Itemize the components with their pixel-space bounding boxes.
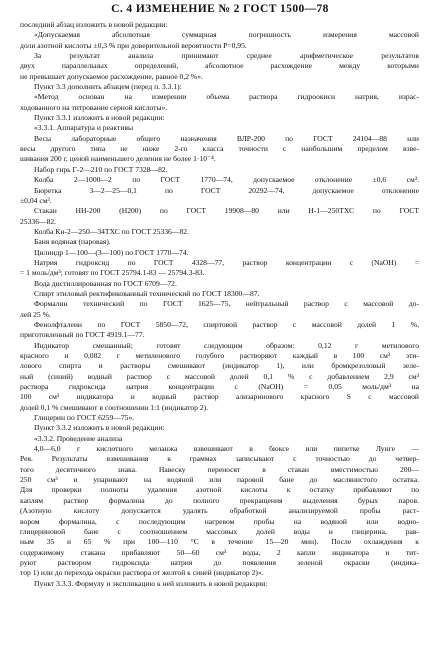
text-line: Цилиндр 1—100—(3—100) по ГОСТ 1770—74.: [34, 247, 189, 257]
text-line: «3.3.2. Проведение анализа: [34, 433, 123, 443]
text-line: (Азотную кислоту допускается удалять обработкой анализируемой пробы раст-: [20, 506, 419, 516]
text-line: ±0,04 см³.: [20, 195, 52, 205]
text-line: содержимому стакана прибавляют 50—60 см³ воды, 2 капли индикатора и тит-: [20, 547, 419, 557]
text-line: Пункт 3.3.3. Формулу и экспликацию к ней изложить в новой редакции:: [34, 578, 268, 588]
text-line: Весы лабораторные общего назначения ВЛР-200 по ГОСТ 24104—88 или: [34, 133, 419, 143]
text-line: 4,0—6,0 г кислотного меланжа взвешивают в бюксе или пипетке Лунге —: [34, 444, 419, 454]
text-line: не превышает допускаемое расхождение, равное 0,2 %».: [20, 71, 203, 81]
text-line: Спирт этиловый ректификованный технический по ГОСТ 18300—87.: [34, 288, 260, 298]
text-line: Колба 2—1000—2 по ГОСТ 1770—74, допускаемое отклонение ±0,6 см³.: [34, 175, 419, 185]
text-line: тор 1) или до перехода окраски раствора от желтой к синей (индикатор 2)».: [20, 568, 264, 578]
text-line: Стакан НН-200 (Н200) по ГОСТ 19908—80 или Н-1—250ТХС по ГОСТ: [34, 206, 419, 216]
text-line: «Допускаемая абсолютная суммарная погрешность измерения массовой: [34, 30, 419, 40]
document-body: [20, 20, 419, 589]
text-line: раствора гидроксида натрия концентрации c (NaOH) = 0,05 моль/дм³ на: [20, 382, 419, 392]
text-line: весы другого типа не ниже 2-го класса точности с наибольшим пределом взве-: [20, 144, 419, 154]
text-line: Натрия гидроксид по ГОСТ 4328—77, раствор концентрации c (NaOH) =: [34, 257, 419, 267]
text-line: ходованного на титрование серной кислоты».: [20, 102, 168, 112]
text-line: того десятичного знака. Навеску переносят в стакан вместимостью 200—: [20, 464, 419, 474]
text-line: двух параллельных определений, абсолютное расхождение между которыми: [20, 61, 419, 71]
text-line: каплям раствор формалина до полного прекращения выделения бурых паров.: [20, 495, 419, 505]
text-line: Бюретка 3—2—25—0,1 по ГОСТ 20292—74, допускаемое отклонение: [34, 185, 419, 195]
text-line: лей 25 %.: [20, 309, 51, 319]
text-line: руют раствором гидроксида натрия до появления зеленой окраски (индика-: [20, 557, 419, 567]
text-line: Набор гирь Г-2—210 по ГОСТ 7328—82.: [34, 164, 168, 174]
text-line: «Метод основан на измерении объема раствора гидроокиси натрия, израс-: [34, 92, 419, 102]
text-line: глицериновой бане с соотношением массовых долей воды и глицерина, рав-: [20, 526, 419, 536]
text-line: Рея. Результаты взвешивания в граммах записывают с точностью до четвер-: [20, 454, 419, 464]
text-line: ный (синий) водный раствор с массовой долей 0,1 % с добавлением 2,9 см³: [20, 371, 419, 381]
text-line: Пункт 3.3 дополнить абзацем (перед п. 3.3.1):: [34, 82, 182, 92]
text-line: шивания 200 г, ценой наименьшего деления не более 1·10⁻⁴.: [20, 154, 216, 164]
text-line: 100 см³ индикатора и водный раствор ализаринового красного S с массовой: [20, 392, 419, 402]
text-line: долей 0,1 % смешивают в соотношении 1:1 (индикатор 2).: [20, 402, 209, 412]
page-header: С. 4 ИЗМЕНЕНИЕ № 2 ГОСТ 1500—78: [111, 3, 329, 15]
text-line: 250 см³ и упаривают на водяной или паровой бане до маслянистого остатка.: [20, 475, 419, 485]
text-line: приготовленный по ГОСТ 4919.1—77.: [20, 330, 145, 340]
text-line: За результат анализа принимают среднее арифметическое результатов: [34, 51, 419, 61]
text-line: доли азотной кислоты ±0,3 % при доверительной вероятности P=0,95.: [20, 40, 247, 50]
text-line: ным 35 и 65 % при 100—110 °С в течение 15—20 мин). После охлаждения к: [20, 537, 419, 547]
text-line: Пункт 3.3.2 изложить в новой редакции:: [34, 423, 165, 433]
text-line: Баня водяная (паровая).: [34, 237, 111, 247]
text-line: Индикатор смешанный; готовят следующим образом: 0,12 г метилового: [34, 340, 419, 350]
text-line: лового спирта и растворы смешивают (индикатор 1), или бромкрезоловый зеле-: [20, 361, 419, 371]
text-line: = 1 моль/дм³; готовят по ГОСТ 25794.1-83 — 25794.3-83.: [20, 268, 205, 278]
text-line: Пункт 3.3.1 изложить в новой редакции:: [34, 113, 165, 123]
text-line: «3.3.1. Аппаратура и реактивы: [34, 123, 134, 133]
text-line: Для проверки полноты удаления азотной кислоты к остатку прибавляют по: [20, 485, 419, 495]
text-line: Глицерин по ГОСТ 6259—75».: [34, 413, 135, 423]
text-line: Колба Кн-2—250—34ТХС по ГОСТ 25336—82.: [34, 226, 189, 236]
text-line: вором формалина, с последующим нагревом пробы на водяной или водно-: [20, 516, 419, 526]
text-line: последний абзац изложить в новой редакции:: [20, 20, 168, 29]
text-line: Фенолфталеин по ГОСТ 5850—72, спиртовой раствор с массовой долей 1 %,: [34, 319, 419, 329]
text-line: красного и 0,082 г метиленового голубого растворяют каждый в 100 см³ эти-: [20, 351, 419, 360]
text-line: Вода дистиллированная по ГОСТ 6709—72.: [34, 278, 177, 288]
text-line: Формалин технический по ГОСТ 1625—75, нейтральный раствор с массовой до-: [34, 299, 419, 309]
text-line: 25336—82.: [20, 216, 57, 226]
